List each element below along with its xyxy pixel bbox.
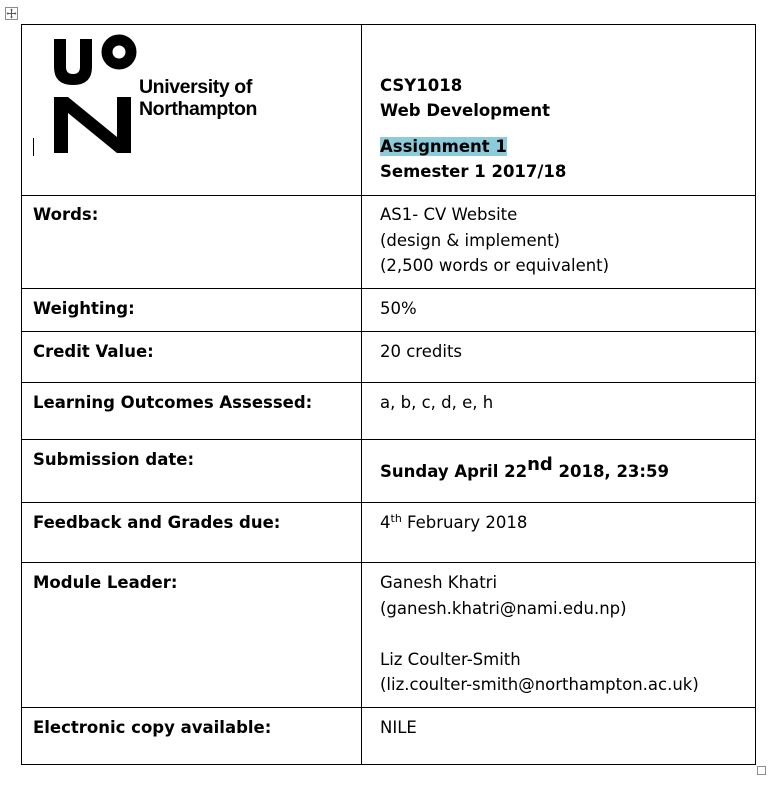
row-divider: [22, 502, 755, 503]
submission-label: Submission date:: [33, 450, 195, 469]
row-divider: [22, 195, 755, 196]
row-divider: [22, 439, 755, 440]
module-name: Web Development: [380, 101, 551, 120]
words-label: Words:: [33, 205, 99, 224]
words-value-line: (design & implement): [380, 230, 560, 250]
leader-email: (liz.coulter-smith@northampton.ac.uk): [380, 675, 699, 694]
logo-text-line1: University of: [139, 76, 252, 98]
electronic-label: Electronic copy available:: [33, 718, 272, 737]
leader-email: (ganesh.khatri@nami.edu.np): [380, 598, 627, 618]
feedback-ordinal-suffix: th: [390, 512, 402, 525]
submission-value: [380, 454, 669, 485]
column-divider: [361, 25, 362, 764]
weighting-label: Weighting:: [33, 299, 135, 318]
words-value: [380, 202, 609, 279]
leader-name: Ganesh Khatri: [380, 573, 498, 592]
credit-label: Credit Value:: [33, 342, 154, 361]
assignment-table: [21, 24, 756, 765]
credit-value: 20 credits: [380, 342, 463, 361]
words-value-line: (2,500 words or equivalent): [380, 256, 610, 275]
submission-date-text: Sunday April 22: [380, 462, 528, 481]
semester: Semester 1 2017/18: [380, 162, 567, 181]
assignment-title: Assignment 1: [380, 137, 507, 156]
words-value-line: AS1- CV Website: [380, 205, 518, 224]
table-move-handle[interactable]: [5, 7, 18, 20]
feedback-label: Feedback and Grades due:: [33, 513, 281, 532]
table-resize-handle[interactable]: [757, 766, 766, 775]
module-header: [380, 73, 566, 184]
row-divider: [22, 288, 755, 289]
row-divider: [22, 382, 755, 383]
row-divider: [22, 331, 755, 332]
university-logo: [32, 29, 352, 159]
submission-time-text: 2018, 23:59: [552, 462, 669, 481]
weighting-value: 50%: [380, 299, 417, 318]
move-arrows-icon: [6, 8, 17, 19]
feedback-day-text: 4: [380, 513, 391, 532]
electronic-value: NILE: [380, 718, 417, 737]
row-divider: [22, 707, 755, 708]
submission-ordinal-suffix: nd: [527, 454, 553, 475]
text-cursor: [33, 138, 34, 156]
module-code: CSY1018: [380, 76, 463, 95]
logo-text-line2: Northampton: [139, 98, 257, 120]
leader-label: Module Leader:: [33, 573, 178, 592]
leader-value: [380, 570, 699, 698]
feedback-month-text: February 2018: [401, 513, 528, 532]
outcomes-label: Learning Outcomes Assessed:: [33, 393, 313, 412]
row-divider: [22, 562, 755, 563]
leader-name: Liz Coulter-Smith: [380, 649, 521, 669]
feedback-value: [380, 510, 527, 536]
outcomes-value: a, b, c, d, e, h: [380, 393, 494, 412]
